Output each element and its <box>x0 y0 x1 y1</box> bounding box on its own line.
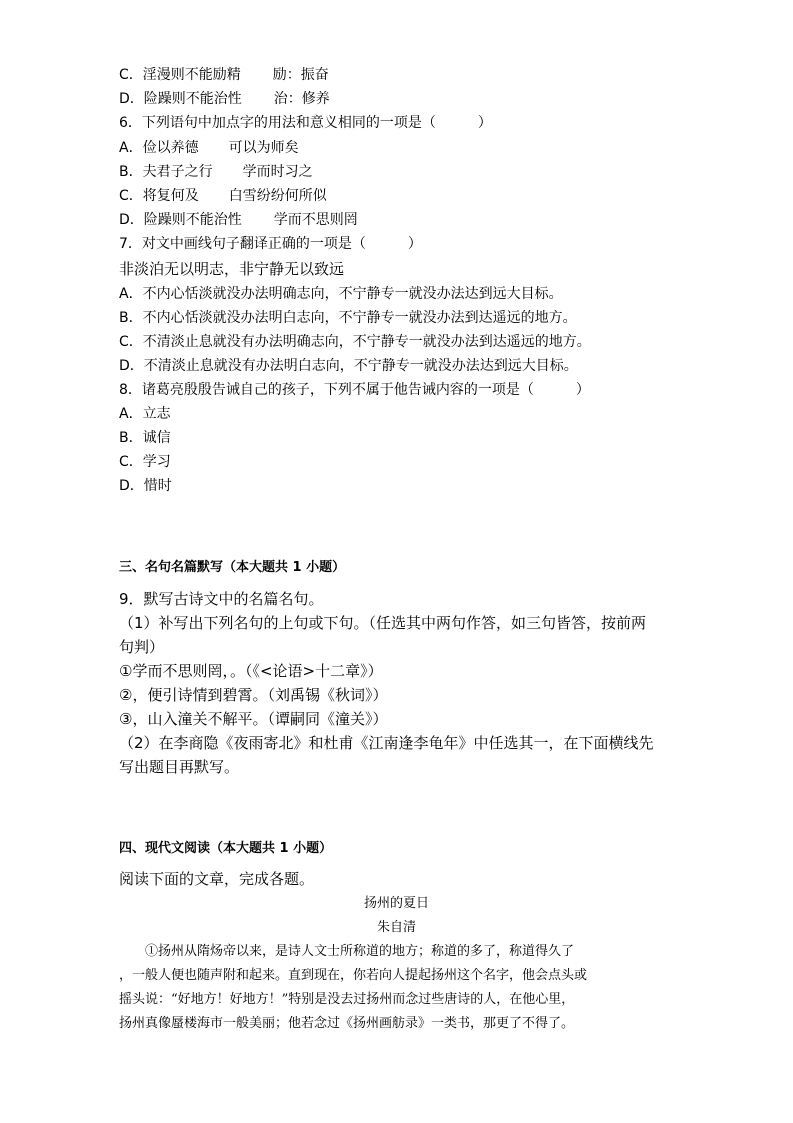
article-paragraph-line-4: 扬州真像蜃楼海市一般美丽；他若念过《扬州画舫录》一类书，那更了不得了。 <box>119 1016 575 1031</box>
q9-part2-line2: 写出题目再默写。 <box>119 758 240 776</box>
article-paragraph-line-2: ，一般人便也随声附和起来。直到现在，你若向人提起扬州这个名字，他会点头或 <box>119 968 588 983</box>
section4-heading: 四、现代文阅读（本大题共 1 小题） <box>119 841 333 856</box>
q5-option-d-left: D．险躁则不能治性 <box>119 91 242 107</box>
q6-option-b <box>119 163 313 181</box>
q9-item2: ②，便引诗情到碧霄。（刘禹锡《秋词》） <box>119 686 388 704</box>
q6-option-d <box>119 211 358 229</box>
q6-stem: 6．下列语句中加点字的用法和意义相同的一项是（ ） <box>119 115 492 131</box>
article-paragraph-line-1: ①扬州从隋炀帝以来，是诗人文士所称道的地方；称道的多了，称道得久了 <box>145 944 575 959</box>
q6-option-a-left: A．俭以养德 <box>119 140 199 156</box>
q7-option-b: B．不内心恬淡就没办法明白志向，不宁静专一就没办法到达遥远的地方。 <box>119 310 577 326</box>
q9-item1: ①学而不思则罔，。（《<论语>十二章》） <box>119 662 383 680</box>
article-paragraph-line-3: 摇头说：“好地方！好地方！”特别是没去过扬州而念过些唐诗的人，在他心里， <box>119 992 575 1007</box>
q9-part2-line1: （2）在李商隐《夜雨寄北》和杜甫《江南逢李龟年》中任选其一，在下面横线先 <box>119 734 654 752</box>
q7-option-d: D．不清淡止息就没有办法明白志向，不宁静专一就没办法达到远大目标。 <box>119 358 578 374</box>
q6-option-a-right: 可以为师矣 <box>228 140 299 156</box>
q7-option-c: C．不清淡止息就没有办法明确志向，不宁静专一就没办法到达遥远的地方。 <box>119 334 591 350</box>
section4-intro: 阅读下面的文章，完成各题。 <box>119 870 315 888</box>
q5-option-d <box>119 90 330 108</box>
q8-option-d: D．惜时 <box>119 478 172 494</box>
q9-stem: 9．默写古诗文中的名篇名句。 <box>119 590 324 608</box>
q6-option-d-right: 学而不思则罔 <box>273 212 358 228</box>
q7-option-a: A．不内心恬淡就没办法明确志向，不宁静专一就没办法达到远大目标。 <box>119 286 563 302</box>
q7-stem: 7．对文中画线句子翻译正确的一项是（ ） <box>119 236 422 252</box>
q8-stem: 8．诸葛亮殷殷告诫自己的孩子，下列不属于他告诫内容的一项是（ ） <box>119 382 590 398</box>
q6-option-a <box>119 139 299 157</box>
q7-sentence: 非淡泊无以明志，非宁静无以致远 <box>119 260 345 278</box>
q6-option-b-right: 学而时习之 <box>242 164 313 180</box>
q5-option-c <box>119 66 329 84</box>
q8-option-a: A．立志 <box>119 406 171 422</box>
section3-heading: 三、名句名篇默写（本大题共 1 小题） <box>119 560 346 575</box>
q6-option-d-left: D．险躁则不能治性 <box>119 212 242 228</box>
q6-option-b-left: B．夫君子之行 <box>119 164 213 180</box>
article-author: 朱自清 <box>376 920 416 935</box>
q8-option-c: C．学习 <box>119 454 171 470</box>
q6-option-c <box>119 187 327 205</box>
q5-option-d-right: 治：修养 <box>273 91 330 107</box>
q9-item3: ③，山入潼关不解平。（谭嗣同《潼关》） <box>119 710 388 728</box>
q6-option-c-left: C．将复何及 <box>119 188 199 204</box>
q5-option-c-right: 励：振奋 <box>272 67 329 83</box>
q6-option-c-right: 白雪纷纷何所似 <box>228 188 327 204</box>
q8-option-b: B．诚信 <box>119 430 171 446</box>
q9-part1-line2: 句判） <box>119 638 165 656</box>
article-paragraph-1 <box>119 940 679 1036</box>
q9-part1-line1: （1）补写出下列名句的上句或下句。（任选其中两句作答，如三句皆答，按前两 <box>119 614 647 632</box>
article-title: 扬州的夏日 <box>363 896 429 911</box>
q5-option-c-left: C．淫漫则不能励精 <box>119 67 241 83</box>
